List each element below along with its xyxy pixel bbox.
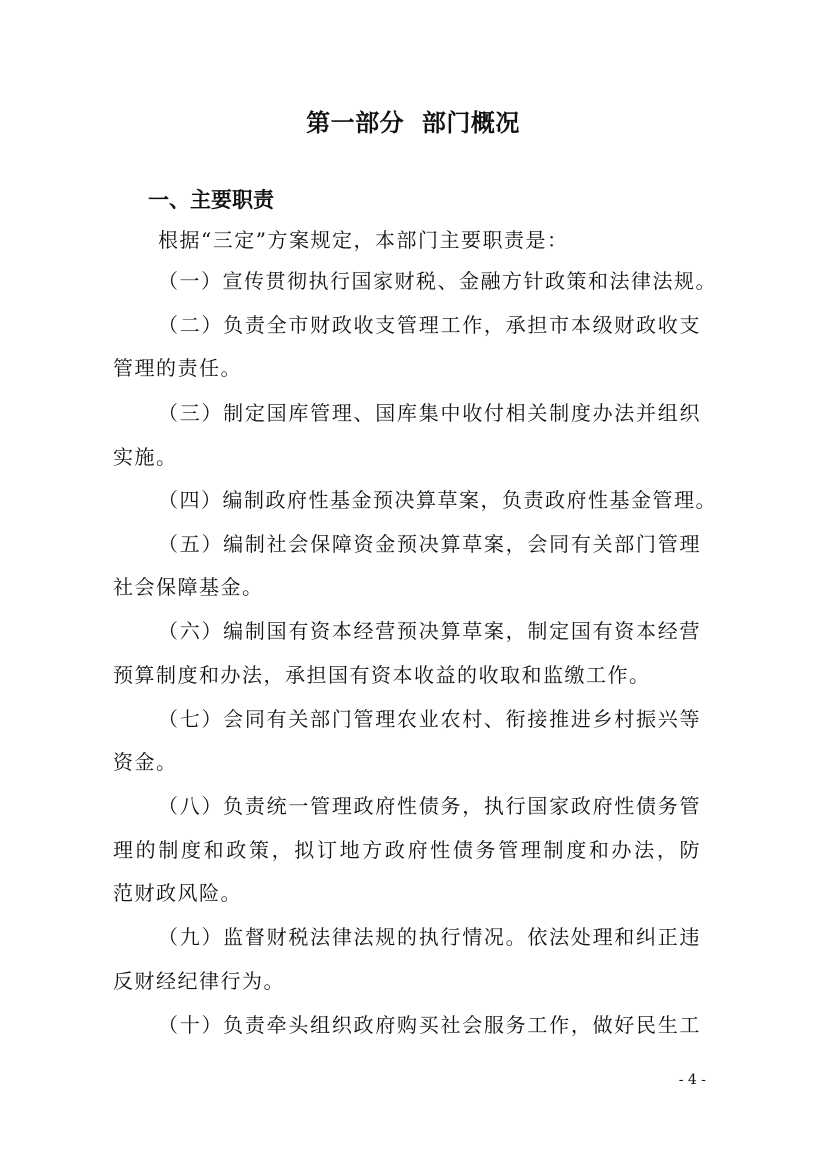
duty-4-line-1: （四）编制政府性基金预决算草案，负责政府性基金管理。 <box>158 488 717 512</box>
duty-2-line-1: （二）负责全市财政收支管理工作，承担市本级财政收支 <box>158 313 701 337</box>
page-number: - 4 - <box>678 1072 706 1088</box>
page-title: 第一部分 部门概况 <box>306 109 520 137</box>
duty-8-line-3: 范财政风险。 <box>113 881 242 905</box>
duty-5-line-2: 社会保障基金。 <box>113 575 264 599</box>
duty-9-line-2: 反财经纪律行为。 <box>113 969 285 993</box>
duty-1-line-1: （一）宣传贯彻执行国家财税、金融方针政策和法律法规。 <box>158 269 717 293</box>
duty-10-line-1: （十）负责牵头组织政府购买社会服务工作，做好民生工 <box>158 1013 701 1037</box>
duty-8-line-2: 理的制度和政策，拟订地方政府性债务管理制度和办法，防 <box>113 838 701 862</box>
intro-line: 根据“三定”方案规定，本部门主要职责是： <box>158 228 569 252</box>
duty-9-line-1: （九）监督财税法律法规的执行情况。依法处理和纠正违 <box>158 925 701 949</box>
duty-5-line-1: （五）编制社会保障资金预决算草案，会同有关部门管理 <box>158 532 701 556</box>
duty-7-line-2: 资金。 <box>113 750 178 774</box>
duty-2-line-2: 管理的责任。 <box>113 356 242 380</box>
duty-3-line-2: 实施。 <box>113 445 178 469</box>
duty-6-line-1: （六）编制国有资本经营预决算草案，制定国有资本经营 <box>158 619 701 643</box>
duty-6-line-2: 预算制度和办法，承担国有资本收益的收取和监缴工作。 <box>113 663 651 687</box>
section-heading: 一、主要职责 <box>148 188 274 212</box>
duty-7-line-1: （七）会同有关部门管理农业农村、衔接推进乡村振兴等 <box>158 707 701 731</box>
duty-8-line-1: （八）负责统一管理政府性债务，执行国家政府性债务管 <box>158 794 701 818</box>
duty-3-line-1: （三）制定国库管理、国库集中收付相关制度办法并组织 <box>158 401 701 425</box>
